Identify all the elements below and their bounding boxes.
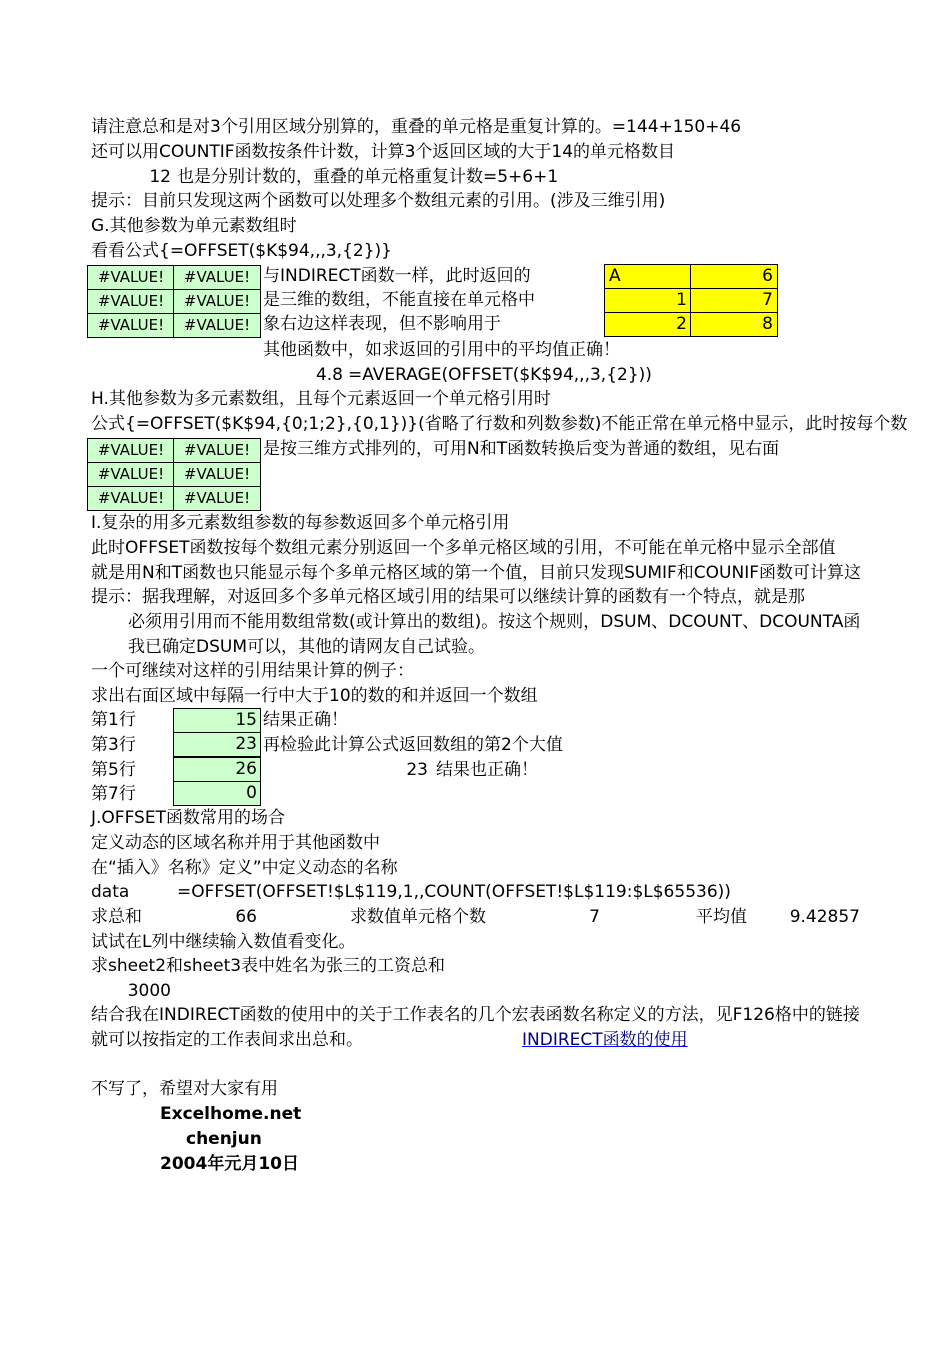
salary-total: 3000 xyxy=(127,981,171,1001)
section-i-heading: I.复杂的用多元素数组参数的每参数返回多个单元格引用 xyxy=(91,513,510,533)
grid-g-cell[interactable]: #VALUE! xyxy=(87,289,175,314)
result-cell[interactable]: 0 xyxy=(173,781,261,806)
row-label: 第5行 xyxy=(91,760,136,780)
yellow-cell[interactable]: 7 xyxy=(690,288,778,313)
result-check-text: 再检验此计算公式返回数组的第2个大值 xyxy=(263,735,563,755)
countif-result: 12 xyxy=(149,167,171,187)
count-label: 求数值单元格个数 xyxy=(350,907,486,927)
data-name-label: data xyxy=(91,882,130,902)
yellow-cell[interactable]: A xyxy=(604,264,692,289)
second-largest-value: 23 xyxy=(406,760,428,780)
section-i-line-4: 必须用引用而不能用数组常数(或计算出的数组)。按这个规则，DSUM、DCOUNT、DCOUNTA函 xyxy=(128,612,861,632)
grid-h-cell[interactable]: #VALUE! xyxy=(87,462,175,487)
grid-h-cell[interactable]: #VALUE! xyxy=(173,438,261,463)
ending-line: 不写了，希望对大家有用 xyxy=(91,1079,278,1099)
section-j-line-2: 在“插入》名称》定义”中定义动态的名称 xyxy=(91,858,398,878)
grid-g-cell[interactable]: #VALUE! xyxy=(173,265,261,290)
result-cell[interactable]: 15 xyxy=(173,708,261,733)
section-g-formula: 看看公式{=OFFSET($K$94,,,3,{2})} xyxy=(91,241,392,261)
grid-g-cell[interactable]: #VALUE! xyxy=(173,289,261,314)
section-i-line-3: 提示：据我理解，对返回多个多单元格区域引用的结果可以继续计算的函数有一个特点，就是那 xyxy=(91,587,805,607)
section-g-text-2: 是三维的数组，不能直接在单元格中 xyxy=(263,290,535,310)
grid-g-cell[interactable]: #VALUE! xyxy=(173,313,261,338)
section-j-line-5: 结合我在INDIRECT函数的使用中的关于工作表名的几个宏表函数名称定义的方法，见F126格中的链接 xyxy=(91,1005,860,1025)
note-line-2: 还可以用COUNTIF函数按条件计数，计算3个返回区域的大于14的单元格数目 xyxy=(91,142,676,162)
grid-g-cell[interactable]: #VALUE! xyxy=(87,265,175,290)
grid-h-cell[interactable]: #VALUE! xyxy=(173,486,261,511)
grid-h-cell[interactable]: #VALUE! xyxy=(87,486,175,511)
average-formula: =AVERAGE(OFFSET($K$94,,,3,{2})) xyxy=(348,365,652,385)
yellow-cell[interactable]: 6 xyxy=(690,264,778,289)
date-text: 2004年元月10日 xyxy=(160,1154,299,1174)
section-j-line-4: 求sheet2和sheet3表中姓名为张三的工资总和 xyxy=(91,956,446,976)
result-ok2-text: 结果也正确！ xyxy=(436,760,538,780)
yellow-cell[interactable]: 2 xyxy=(604,312,692,337)
section-i-line-2: 就是用N和T函数也只能显示每个多单元格区域的第一个值，目前只发现SUMIF和COUNIF函数可计算这 xyxy=(91,563,861,583)
section-i-line-5: 我已确定DSUM可以，其他的请网友自己试验。 xyxy=(128,637,485,657)
result-cell[interactable]: 23 xyxy=(173,732,261,757)
section-g-text-4: 其他函数中，如求返回的引用中的平均值正确！ xyxy=(263,340,620,360)
grid-h-cell[interactable]: #VALUE! xyxy=(173,462,261,487)
section-j-line-6: 就可以按指定的工作表间求出总和。 xyxy=(91,1030,363,1050)
count-value: 7 xyxy=(589,907,600,927)
row-label: 第1行 xyxy=(91,710,136,730)
section-h-formula: 公式{=OFFSET($K$94,{0;1;2},{0,1})}(省略了行数和列数参数)不能正常在单元格中显示，此时按每个数 xyxy=(91,414,908,434)
site-name: Excelhome.net xyxy=(160,1104,302,1124)
section-j-line-1: 定义动态的区域名称并用于其他函数中 xyxy=(91,833,380,853)
sum-value: 66 xyxy=(235,907,257,927)
row-label: 第3行 xyxy=(91,735,136,755)
section-j-line-3: 试试在L列中继续输入数值看变化。 xyxy=(91,932,356,952)
result-cell[interactable]: 26 xyxy=(173,757,261,782)
average-value: 9.42857 xyxy=(789,907,860,927)
section-j-heading: J.OFFSET函数常用的场合 xyxy=(91,808,285,828)
author-name: chenjun xyxy=(186,1129,262,1149)
note-line-1: 请注意总和是对3个引用区域分别算的，重叠的单元格是重复计算的。=144+150+46 xyxy=(91,117,742,137)
grid-h-cell[interactable]: #VALUE! xyxy=(87,438,175,463)
row-label: 第7行 xyxy=(91,784,136,804)
indirect-link[interactable]: INDIRECT函数的使用 xyxy=(522,1030,688,1050)
yellow-cell[interactable]: 1 xyxy=(604,288,692,313)
section-g-text-1: 与INDIRECT函数一样，此时返回的 xyxy=(263,266,531,286)
data-name-formula: =OFFSET(OFFSET!$L$119,1,,COUNT(OFFSET!$L$119:$L$65536)) xyxy=(177,882,731,902)
average-label: 平均值 xyxy=(696,907,747,927)
result-ok-text: 结果正确！ xyxy=(263,710,348,730)
note-line-3: 也是分别计数的，重叠的单元格重复计数=5+6+1 xyxy=(177,167,559,187)
average-result: 4.8 xyxy=(315,365,343,385)
section-i-line-7: 求出右面区域中每隔一行中大于10的数的和并返回一个数组 xyxy=(91,686,538,706)
yellow-cell[interactable]: 8 xyxy=(690,312,778,337)
grid-g-cell[interactable]: #VALUE! xyxy=(87,313,175,338)
section-i-line-1: 此时OFFSET函数按每个数组元素分别返回一个多单元格区域的引用，不可能在单元格中显示全部值 xyxy=(91,538,836,558)
section-i-line-6: 一个可继续对这样的引用结果计算的例子： xyxy=(91,661,414,681)
section-h-heading: H.其他参数为多元素数组，且每个元素返回一个单元格引用时 xyxy=(91,389,551,409)
sum-label: 求总和 xyxy=(91,907,142,927)
note-line-4: 提示：目前只发现这两个函数可以处理多个数组元素的引用。(涉及三维引用) xyxy=(91,191,666,211)
section-h-text-1: 是按三维方式排列的，可用N和T函数转换后变为普通的数组，见右面 xyxy=(263,439,780,459)
section-g-heading: G.其他参数为单元素数组时 xyxy=(91,216,297,236)
section-g-text-3: 象右边这样表现，但不影响用于 xyxy=(263,314,501,334)
